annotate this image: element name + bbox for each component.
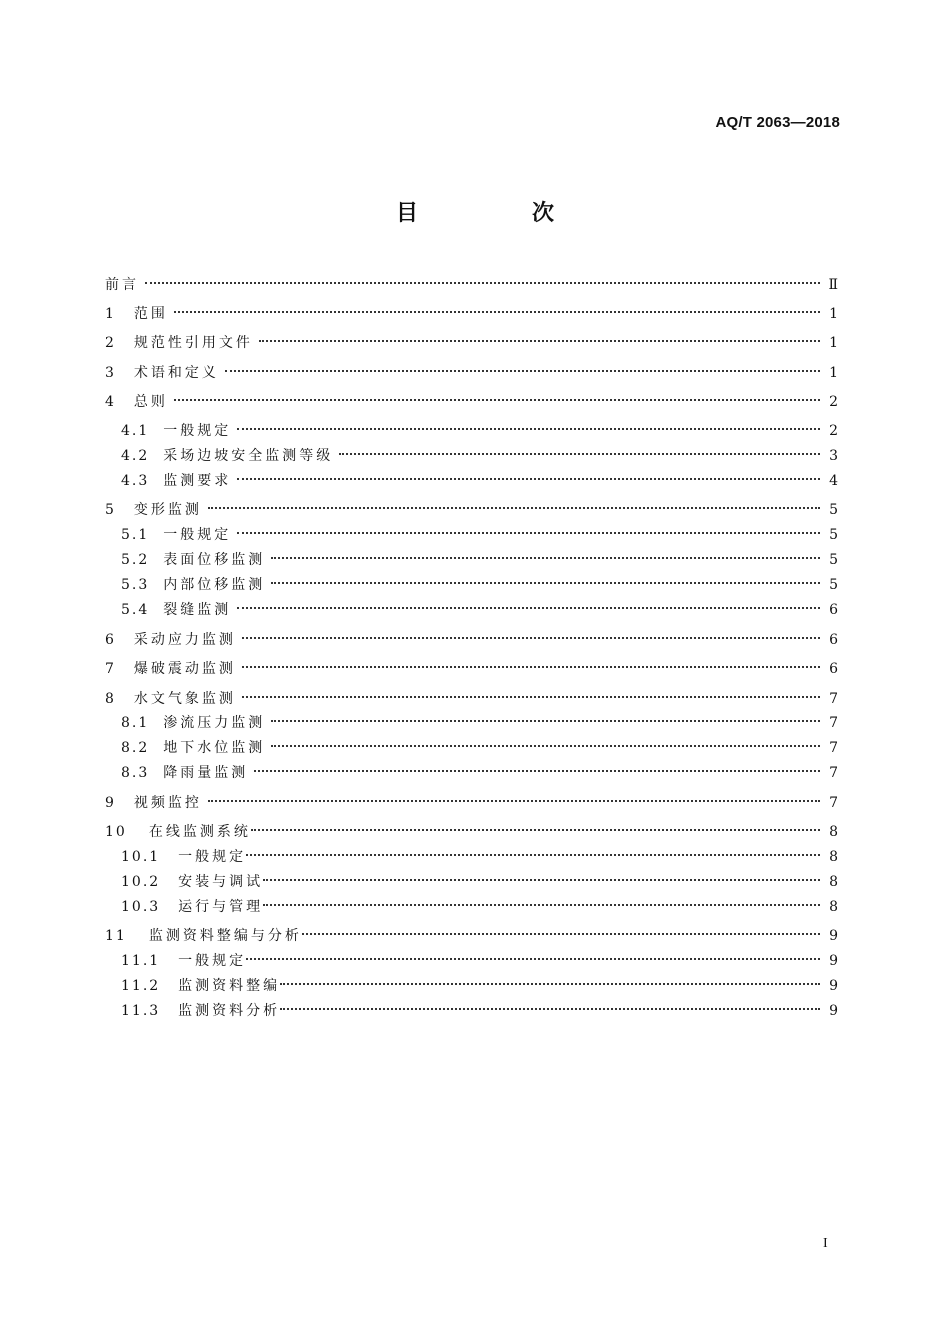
toc-entry-label bbox=[105, 391, 168, 413]
toc-entry-page: 5 bbox=[829, 552, 838, 568]
toc-entry-label bbox=[121, 1000, 280, 1022]
page-title: 目 次 bbox=[395, 201, 600, 226]
toc-entry-page: 5 bbox=[829, 577, 838, 593]
toc-entry[interactable] bbox=[0, 925, 950, 947]
toc-entry-label bbox=[121, 762, 248, 784]
toc-entry-number: 5.3 bbox=[121, 577, 150, 593]
toc-entry-page: 5 bbox=[829, 527, 838, 543]
toc-entry-label bbox=[105, 332, 253, 354]
toc-entry-title: 在线监测系统 bbox=[148, 824, 251, 840]
toc-entry-number: 5.2 bbox=[121, 552, 150, 568]
toc-entry-number: 9 bbox=[105, 795, 116, 811]
toc-leader-dots bbox=[280, 1008, 820, 1010]
toc-entry[interactable] bbox=[0, 658, 950, 680]
toc-entry-label bbox=[105, 274, 139, 296]
toc-entry-label bbox=[121, 420, 231, 442]
toc-entry-number: 1 bbox=[105, 306, 116, 322]
toc-entry[interactable] bbox=[0, 470, 950, 492]
toc-entry-label bbox=[121, 871, 263, 893]
toc-leader-dots bbox=[251, 829, 820, 831]
toc-leader-dots bbox=[242, 637, 820, 639]
toc-entry[interactable] bbox=[0, 975, 950, 997]
toc-entry-title: 安装与调试 bbox=[178, 874, 264, 890]
toc-leader-dots bbox=[259, 340, 820, 342]
toc-entry-title: 一般规定 bbox=[163, 423, 232, 439]
page-number: I bbox=[823, 1236, 828, 1251]
toc-entry-title: 一般规定 bbox=[163, 527, 232, 543]
toc-leader-dots bbox=[263, 879, 820, 881]
toc-entry[interactable] bbox=[0, 737, 950, 759]
toc-entry-title: 术语和定义 bbox=[133, 365, 219, 381]
toc-entry-label bbox=[121, 737, 265, 759]
toc-entry-title: 内部位移监测 bbox=[163, 577, 266, 593]
toc-entry-number: 10.1 bbox=[121, 849, 161, 865]
toc-entry-label bbox=[105, 658, 236, 680]
standard-code: AQ/T 2063—2018 bbox=[715, 114, 840, 131]
toc-entry[interactable] bbox=[0, 499, 950, 521]
toc-entry-label bbox=[121, 599, 231, 621]
toc-entry-title: 视频监控 bbox=[133, 795, 202, 811]
toc-leader-dots bbox=[246, 854, 820, 856]
toc-entry-number: 11.1 bbox=[121, 953, 161, 969]
toc-entry-label bbox=[121, 846, 246, 868]
toc-entry-label bbox=[121, 445, 333, 467]
toc-entry-label bbox=[121, 896, 263, 918]
toc-entry-page: 7 bbox=[829, 691, 838, 707]
toc-entry[interactable] bbox=[0, 549, 950, 571]
toc-entry-title: 监测资料整编与分析 bbox=[148, 928, 302, 944]
toc-entry-number: 4.3 bbox=[121, 473, 150, 489]
toc-entry-number: 6 bbox=[105, 632, 116, 648]
toc-entry[interactable] bbox=[0, 524, 950, 546]
toc-entry-number: 7 bbox=[105, 661, 116, 677]
toc-entry-title: 渗流压力监测 bbox=[163, 715, 266, 731]
toc-entry-number: 2 bbox=[105, 335, 116, 351]
toc-leader-dots bbox=[237, 532, 820, 534]
toc-entry-title: 总则 bbox=[133, 394, 168, 410]
toc-entry[interactable] bbox=[0, 629, 950, 651]
toc-entry-number: 8 bbox=[105, 691, 116, 707]
toc-leader-dots bbox=[174, 311, 820, 313]
toc-entry[interactable] bbox=[0, 445, 950, 467]
toc-leader-dots bbox=[242, 696, 820, 698]
toc-entry-number: 5 bbox=[105, 502, 116, 518]
toc-entry-number: 5.4 bbox=[121, 602, 150, 618]
toc-entry-number: 8.3 bbox=[121, 765, 150, 781]
toc-leader-dots bbox=[302, 933, 820, 935]
toc-entry[interactable] bbox=[0, 871, 950, 893]
toc-entry-title: 降雨量监测 bbox=[163, 765, 249, 781]
toc-entry[interactable] bbox=[0, 896, 950, 918]
toc-entry[interactable] bbox=[0, 1000, 950, 1022]
toc-entry-title: 监测资料分析 bbox=[178, 1003, 281, 1019]
toc-entry-title: 裂缝监测 bbox=[163, 602, 232, 618]
toc-entry-page: 7 bbox=[829, 795, 838, 811]
toc-entry-page: 8 bbox=[829, 824, 838, 840]
toc-entry[interactable] bbox=[0, 792, 950, 814]
toc-leader-dots bbox=[237, 607, 820, 609]
toc-leader-dots bbox=[263, 904, 820, 906]
toc-entry-page: 7 bbox=[829, 765, 838, 781]
toc-entry-page: 8 bbox=[829, 849, 838, 865]
toc-leader-dots bbox=[339, 453, 820, 455]
toc-entry-number: 11.3 bbox=[121, 1003, 161, 1019]
toc-entry[interactable] bbox=[0, 688, 950, 710]
toc-entry-label bbox=[105, 925, 302, 947]
toc-entry-number: 10 bbox=[105, 824, 127, 840]
toc-entry-title: 采场边坡安全监测等级 bbox=[163, 448, 334, 464]
toc-entry-title: 监测资料整编 bbox=[178, 978, 281, 994]
toc-entry-page: 6 bbox=[829, 602, 838, 618]
toc-leader-dots bbox=[280, 983, 820, 985]
toc-entry-number: 11 bbox=[105, 928, 127, 944]
toc-entry-title: 监测要求 bbox=[163, 473, 232, 489]
toc-entry-title: 一般规定 bbox=[178, 953, 247, 969]
toc-entry-label bbox=[105, 688, 236, 710]
toc-leader-dots bbox=[271, 582, 820, 584]
toc-entry-page: 7 bbox=[829, 715, 838, 731]
toc-leader-dots bbox=[242, 666, 820, 668]
toc-leader-dots bbox=[145, 282, 820, 284]
toc-entry[interactable] bbox=[0, 332, 950, 354]
toc-entry-title: 规范性引用文件 bbox=[133, 335, 253, 351]
toc-leader-dots bbox=[271, 745, 820, 747]
toc-entry-number: 4 bbox=[105, 394, 116, 410]
toc-entry-page: 3 bbox=[829, 448, 838, 464]
toc-entry[interactable] bbox=[0, 420, 950, 442]
toc-entry-title: 范围 bbox=[133, 306, 168, 322]
toc-entry-page: 9 bbox=[829, 928, 838, 944]
toc-entry-number: 10.3 bbox=[121, 899, 161, 915]
toc-entry-label bbox=[121, 975, 280, 997]
toc-entry-page: 2 bbox=[829, 394, 838, 410]
toc-entry-page: 8 bbox=[829, 874, 838, 890]
toc-leader-dots bbox=[237, 478, 820, 480]
toc-entry-number: 4.1 bbox=[121, 423, 150, 439]
toc-entry-label bbox=[105, 362, 219, 384]
toc-entry-title: 前言 bbox=[105, 277, 139, 293]
toc-entry[interactable] bbox=[0, 391, 950, 413]
toc-entry-label bbox=[121, 950, 246, 972]
toc-entry-title: 水文气象监测 bbox=[133, 691, 236, 707]
toc-entry-page: 5 bbox=[829, 502, 838, 518]
toc-entry-page: 1 bbox=[829, 365, 838, 381]
toc-leader-dots bbox=[254, 770, 820, 772]
toc-entry-number: 3 bbox=[105, 365, 116, 381]
toc-leader-dots bbox=[271, 557, 820, 559]
toc-leader-dots bbox=[225, 370, 820, 372]
toc-entry[interactable] bbox=[0, 599, 950, 621]
toc-entry-label bbox=[121, 524, 231, 546]
toc-leader-dots bbox=[208, 800, 820, 802]
toc-entry-title: 采动应力监测 bbox=[133, 632, 236, 648]
toc-entry-title: 爆破震动监测 bbox=[133, 661, 236, 677]
toc-entry-label bbox=[105, 499, 202, 521]
toc-entry-number: 5.1 bbox=[121, 527, 150, 543]
toc-entry[interactable] bbox=[0, 303, 950, 325]
toc-entry[interactable] bbox=[0, 762, 950, 784]
toc-entry-title: 一般规定 bbox=[178, 849, 247, 865]
toc-entry-number: 11.2 bbox=[121, 978, 161, 994]
toc-entry-title: 变形监测 bbox=[133, 502, 202, 518]
toc-entry[interactable] bbox=[0, 574, 950, 596]
toc-entry[interactable] bbox=[0, 846, 950, 868]
toc-entry-page: 6 bbox=[829, 661, 838, 677]
toc-entry-page: 7 bbox=[829, 740, 838, 756]
toc-leader-dots bbox=[208, 507, 820, 509]
toc-entry-title: 地下水位监测 bbox=[163, 740, 266, 756]
toc-entry-number: 8.1 bbox=[121, 715, 150, 731]
toc-entry[interactable] bbox=[0, 712, 950, 734]
toc-entry-page: 8 bbox=[829, 899, 838, 915]
toc-entry-number: 4.2 bbox=[121, 448, 150, 464]
toc-entry-title: 表面位移监测 bbox=[163, 552, 266, 568]
toc-entry-label bbox=[121, 574, 265, 596]
toc-entry-page: 9 bbox=[829, 1003, 838, 1019]
toc-entry-label bbox=[105, 303, 168, 325]
toc-leader-dots bbox=[174, 399, 820, 401]
toc-entry-page: Ⅱ bbox=[828, 277, 838, 293]
toc-entry-label bbox=[121, 712, 265, 734]
toc-entry-number: 8.2 bbox=[121, 740, 150, 756]
toc-leader-dots bbox=[271, 720, 820, 722]
toc-entry[interactable] bbox=[0, 821, 950, 843]
toc-entry-page: 9 bbox=[829, 953, 838, 969]
toc-entry-label bbox=[105, 629, 236, 651]
toc-entry-page: 2 bbox=[829, 423, 838, 439]
toc-entry-label bbox=[121, 470, 231, 492]
toc-entry[interactable] bbox=[0, 362, 950, 384]
toc-entry-title: 运行与管理 bbox=[178, 899, 264, 915]
toc-entry-page: 9 bbox=[829, 978, 838, 994]
toc-entry[interactable] bbox=[0, 274, 950, 296]
toc-entry[interactable] bbox=[0, 950, 950, 972]
toc-entry-page: 1 bbox=[829, 306, 838, 322]
toc-entry-number: 10.2 bbox=[121, 874, 161, 890]
toc-entry-page: 6 bbox=[829, 632, 838, 648]
toc-entry-label bbox=[105, 792, 202, 814]
toc-leader-dots bbox=[246, 958, 820, 960]
toc-entry-label bbox=[121, 549, 265, 571]
toc-entry-label bbox=[105, 821, 251, 843]
toc-entry-page: 1 bbox=[829, 335, 838, 351]
toc-entry-page: 4 bbox=[829, 473, 838, 489]
toc-leader-dots bbox=[237, 428, 820, 430]
